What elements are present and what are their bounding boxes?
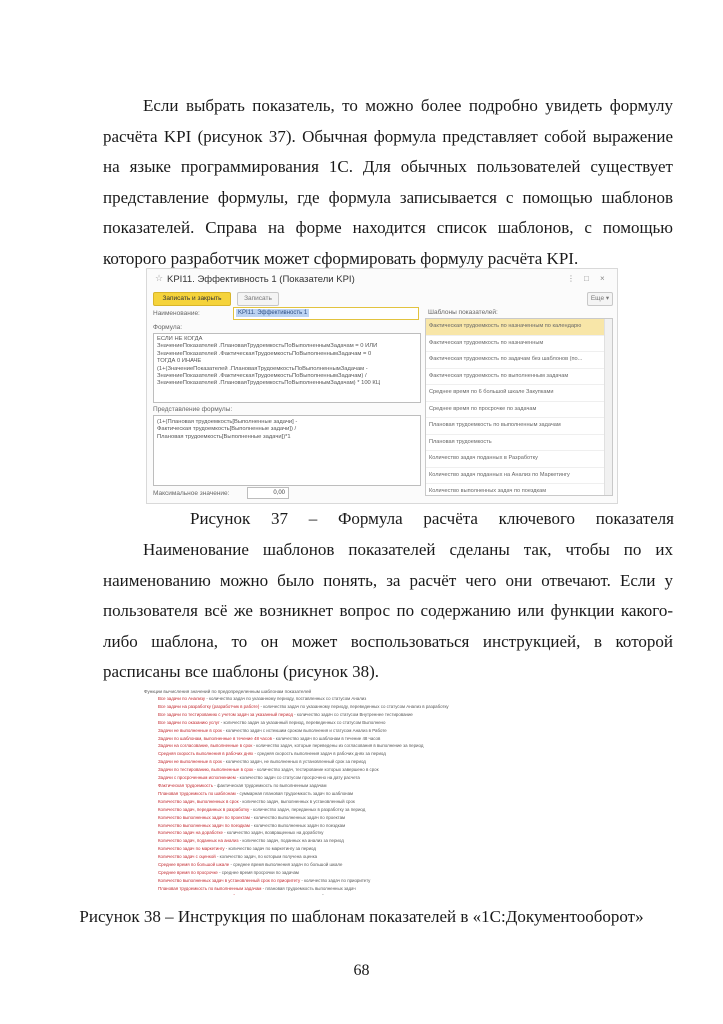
menu-dots-icon[interactable]: ⋮: [567, 274, 575, 283]
template-name: Количество задач, выполненных в срок: [158, 798, 239, 804]
template-description: [243, 894, 332, 895]
page-number: 68: [353, 962, 370, 979]
template-item[interactable]: Количество задач поданных в Разработку: [426, 451, 612, 468]
formula-editor[interactable]: [153, 333, 421, 403]
template-item[interactable]: Фактическая трудоемкость по назначенным по календарю: [426, 319, 612, 336]
template-description: - количество задач со статусом просрочено на дату расчета: [235, 775, 360, 781]
template-description: - количество задач, не выполненных в установленный срок за период: [221, 759, 366, 765]
instruction-line: [140, 885, 620, 893]
template-name: Количество задач на доработке: [158, 830, 223, 836]
formula-line: ЗначениеПоказателей .ПлановаяТрудоемкостьПоВыполненнымЗадачам = 0 ИЛИ: [157, 343, 378, 350]
close-icon[interactable]: ×: [600, 274, 605, 283]
template-name: Плановая трудоемкость по выполненным задачам: [158, 885, 262, 891]
templates-list[interactable]: [425, 318, 613, 496]
template-item[interactable]: Фактическая трудоемкость по выполненным задачам: [426, 369, 612, 386]
favorite-star-icon[interactable]: ☆: [155, 273, 164, 283]
template-description: - средняя скорость выполнения задач в рабочих днях за период: [253, 751, 386, 757]
template-description: - среднее время просрочки по задачам: [217, 869, 299, 875]
template-description: - количество задач, которые переведены из согласования в выполнение за период: [252, 743, 424, 749]
instruction-line: [140, 845, 620, 853]
template-name: Среднее время по большой шкале: [158, 862, 230, 868]
instruction-line: [140, 782, 620, 790]
template-description: - количество задач с истекшим сроком выполнения и статусом Анализ в Работе: [221, 727, 387, 733]
instruction-line: [140, 727, 620, 735]
max-value-input[interactable]: [247, 487, 289, 499]
instruction-line: [140, 711, 620, 719]
instruction-line: [140, 814, 620, 822]
save-and-close-button[interactable]: Записать и закрыть: [153, 292, 231, 306]
template-name: Фактическая трудоемкость: [158, 782, 214, 788]
template-item[interactable]: Плановая трудоемкость: [426, 435, 612, 452]
template-item[interactable]: Среднее время по просрочке по задачам: [426, 402, 612, 419]
template-description: - количество задач, возвращенных на доработку: [222, 830, 324, 836]
template-name: Задачи не выполненные в срок: [158, 727, 222, 733]
instruction-line: [140, 774, 620, 782]
template-name: Задачи на согласование, выполненные в срок: [158, 743, 253, 749]
name-value: KPI11. Эффективность 1: [238, 310, 308, 316]
figure-38-caption: Рисунок 38 – Инструкция по шаблонам показателей в «1С:Документооборот»: [79, 907, 644, 926]
formula-line: ЗначениеПоказателей .ФактическаяТрудоемкостьПоВыполненнымЗадачам = 0: [157, 350, 372, 357]
template-description: - количество задач за указанный период, переведенных со статусом Выполнено: [219, 719, 386, 725]
template-name: [158, 894, 243, 895]
template-description: - количество задач, по которым получена оценка: [215, 854, 318, 860]
template-name: Средняя скорость выполнения в рабочих днях: [158, 751, 254, 757]
template-name: Все задачи по Анализу: [158, 696, 206, 701]
instruction-line: [140, 861, 620, 869]
template-item[interactable]: Количество выполненных задач по поездкам: [426, 484, 612, 496]
template-item[interactable]: Фактическая трудоемкость по задачам без шаблонов (по...: [426, 352, 612, 369]
template-name: Все задачи по оказанию услуг: [158, 719, 220, 725]
template-description: - количество задач, переданных в разработку за период: [249, 806, 366, 812]
template-description: - количество задач, поданных на анализ за период: [238, 838, 344, 844]
template-description: - количество задач по приоритету: [300, 877, 371, 883]
paragraph-intro: Если выбрать показатель, то можно более подробно увидеть формулу расчёта KPI (рисунок 37). Обычная формула представляет собой выражение на языке программирования 1С. Для обычных пользователей существует представление формулы, где формула записывается с помощью шаблонов показателей. Справа на форме находится список шаблонов, с помощью которого разработчик может сформировать формулу расчёта KPI.: [103, 96, 673, 268]
template-name: Задачи не выполненные в срок: [158, 759, 222, 765]
template-description: - среднее время выполнения задач по большой шкале: [229, 862, 343, 868]
formula-line: ТОГДА 0 ИНАЧЕ: [157, 358, 202, 365]
instruction-line: [140, 790, 620, 798]
template-name: Задачи по тестированию, выполненные в срок: [158, 767, 254, 773]
template-description: - количество задач по шаблонам в течение 48 часов: [271, 735, 381, 741]
template-name: Количество задач, переданных в разработку: [158, 806, 250, 812]
template-description: - количество задач, тестирование которых завершено в срок: [253, 767, 379, 773]
formula-line: ЗначениеПоказателей .ФактическаяТрудоемкостьПоВыполненнымЗадачам) /: [157, 373, 367, 380]
instruction-line: [140, 869, 620, 877]
instruction-line: [140, 750, 620, 758]
instruction-line: [140, 877, 620, 885]
template-name: Плановая трудоемкость по шаблонам: [158, 790, 236, 796]
template-description: - количество выполненных задач по поездкам: [249, 822, 346, 828]
max-value: 0,00: [273, 490, 285, 496]
representation-line: (1+(Плановая трудоемкость[Выполненные задачи] -: [157, 419, 298, 425]
instruction-line: [140, 822, 620, 830]
template-name: Задачи по шаблонам, выполненные в течение 48 часов: [158, 735, 272, 741]
figure-37-caption: Рисунок 37 – Формула расчёта ключевого показателя: [190, 509, 674, 528]
representation-line: Фактическая трудоемкость[Выполненные задачи]) /: [157, 426, 297, 433]
template-description: - плановая трудоемкость выполненных задач: [261, 885, 356, 891]
template-description: - количество задач со статусом Внутреннее тестирование: [292, 711, 413, 717]
formula-line: ЗначениеПоказателей .ПлановаяТрудоемкостьПоВыполненнымЗадачам) * 100 КЦ: [157, 380, 381, 387]
instruction-line: [140, 695, 620, 703]
templates-scrollbar[interactable]: [604, 319, 612, 495]
template-name: Количество выполненных задач по проектам: [158, 814, 250, 820]
template-name: Задачи с просроченным исполнением: [158, 775, 236, 781]
instruction-header: Функции вычисления значений по предопределенным шаблонам показателей: [144, 689, 312, 694]
template-description: - суммарная плановая трудоемкость задач по шаблонам: [235, 790, 354, 796]
template-item[interactable]: Количество задач поданных на Анализ по Маркетингу: [426, 468, 612, 485]
instruction-line: [140, 758, 620, 766]
instruction-line: [140, 798, 620, 806]
instruction-line: [140, 837, 620, 845]
template-item[interactable]: Плановая трудоемкость по выполненным задачам: [426, 418, 612, 435]
instruction-line: [140, 703, 620, 711]
instruction-line: [140, 719, 620, 727]
template-description: - фактическая трудоемкость по выполненным задачам: [213, 782, 327, 788]
template-name: Все задачи по тестированию с учетом задач за указанный период: [158, 711, 293, 717]
templates-instruction-image: [140, 688, 620, 895]
template-description: - количество задач по указанному периоду, переведенных со статусом Анализ в разработку: [259, 703, 449, 709]
representation-editor[interactable]: [153, 415, 421, 486]
instruction-line: [140, 742, 620, 750]
representation-label: Представление формулы:: [153, 406, 233, 413]
template-name: Среднее время по просрочке: [158, 869, 218, 875]
name-label: Наименование:: [153, 310, 200, 317]
template-name: Количество задач по маркетингу: [158, 846, 225, 852]
template-description: - количество задач по маркетингу за период: [224, 846, 316, 852]
template-item[interactable]: Фактическая трудоемкость по назначенным: [426, 336, 612, 353]
kpi-formula-window: [146, 268, 618, 504]
paragraph-templates: Наименование шаблонов показателей сделаны так, чтобы по их наименованию можно было понять, за расчёт чего они отвечают. Если у пользователя всё же возникнет вопрос по содержанию или функции какого-либо шаблона, то он может воспользоваться инструкцией, в которой расписаны все шаблоны (рисунок 38).: [103, 540, 673, 681]
name-input[interactable]: [233, 307, 419, 320]
instruction-line: [140, 735, 620, 743]
template-name: Количество выполненных задач по поездкам: [158, 822, 250, 828]
save-button[interactable]: Записать: [237, 292, 279, 306]
template-description: - количество выполненных задач по проектам: [249, 814, 346, 820]
window-titlebar: [147, 269, 617, 289]
template-name: Количество задач с оценкой: [158, 854, 216, 860]
formula-line: ЕСЛИ НЕ КОГДА: [157, 336, 203, 342]
instruction-line: [140, 853, 620, 861]
maximize-icon[interactable]: □: [584, 274, 589, 283]
instruction-line: [140, 766, 620, 774]
window-title: KPI11. Эффективность 1 (Показатели KPI): [167, 274, 355, 285]
template-name: Количество выполненных задач в установленный срок по приоритету: [158, 877, 301, 883]
template-description: - количество задач, выполненных в установленный срок: [238, 798, 355, 804]
more-button[interactable]: Еще ▾: [587, 292, 613, 306]
representation-line: Плановая трудоемкость[Выполненные задачи])*1: [157, 433, 291, 440]
template-name: Все задачи на разработку (разработчик в работе): [158, 703, 260, 709]
template-name: Количество задач, поданных на анализ: [158, 838, 239, 844]
formula-label: Формула:: [153, 324, 183, 331]
instruction-line: [140, 829, 620, 837]
template-item[interactable]: Среднее время по 6 большой шкале Закупками: [426, 385, 612, 402]
instruction-line: [140, 893, 620, 895]
template-description: - количество задач по указанному периоду, поставленных со статусом Анализ: [205, 696, 367, 701]
instruction-line: [140, 806, 620, 814]
templates-label: Шаблоны показателей:: [428, 309, 498, 316]
formula-line: (1+(ЗначениеПоказателей .ПлановаяТрудоемкостьПоВыполненнымЗадачам -: [157, 365, 368, 372]
max-value-label: Максимальное значение:: [153, 490, 230, 497]
